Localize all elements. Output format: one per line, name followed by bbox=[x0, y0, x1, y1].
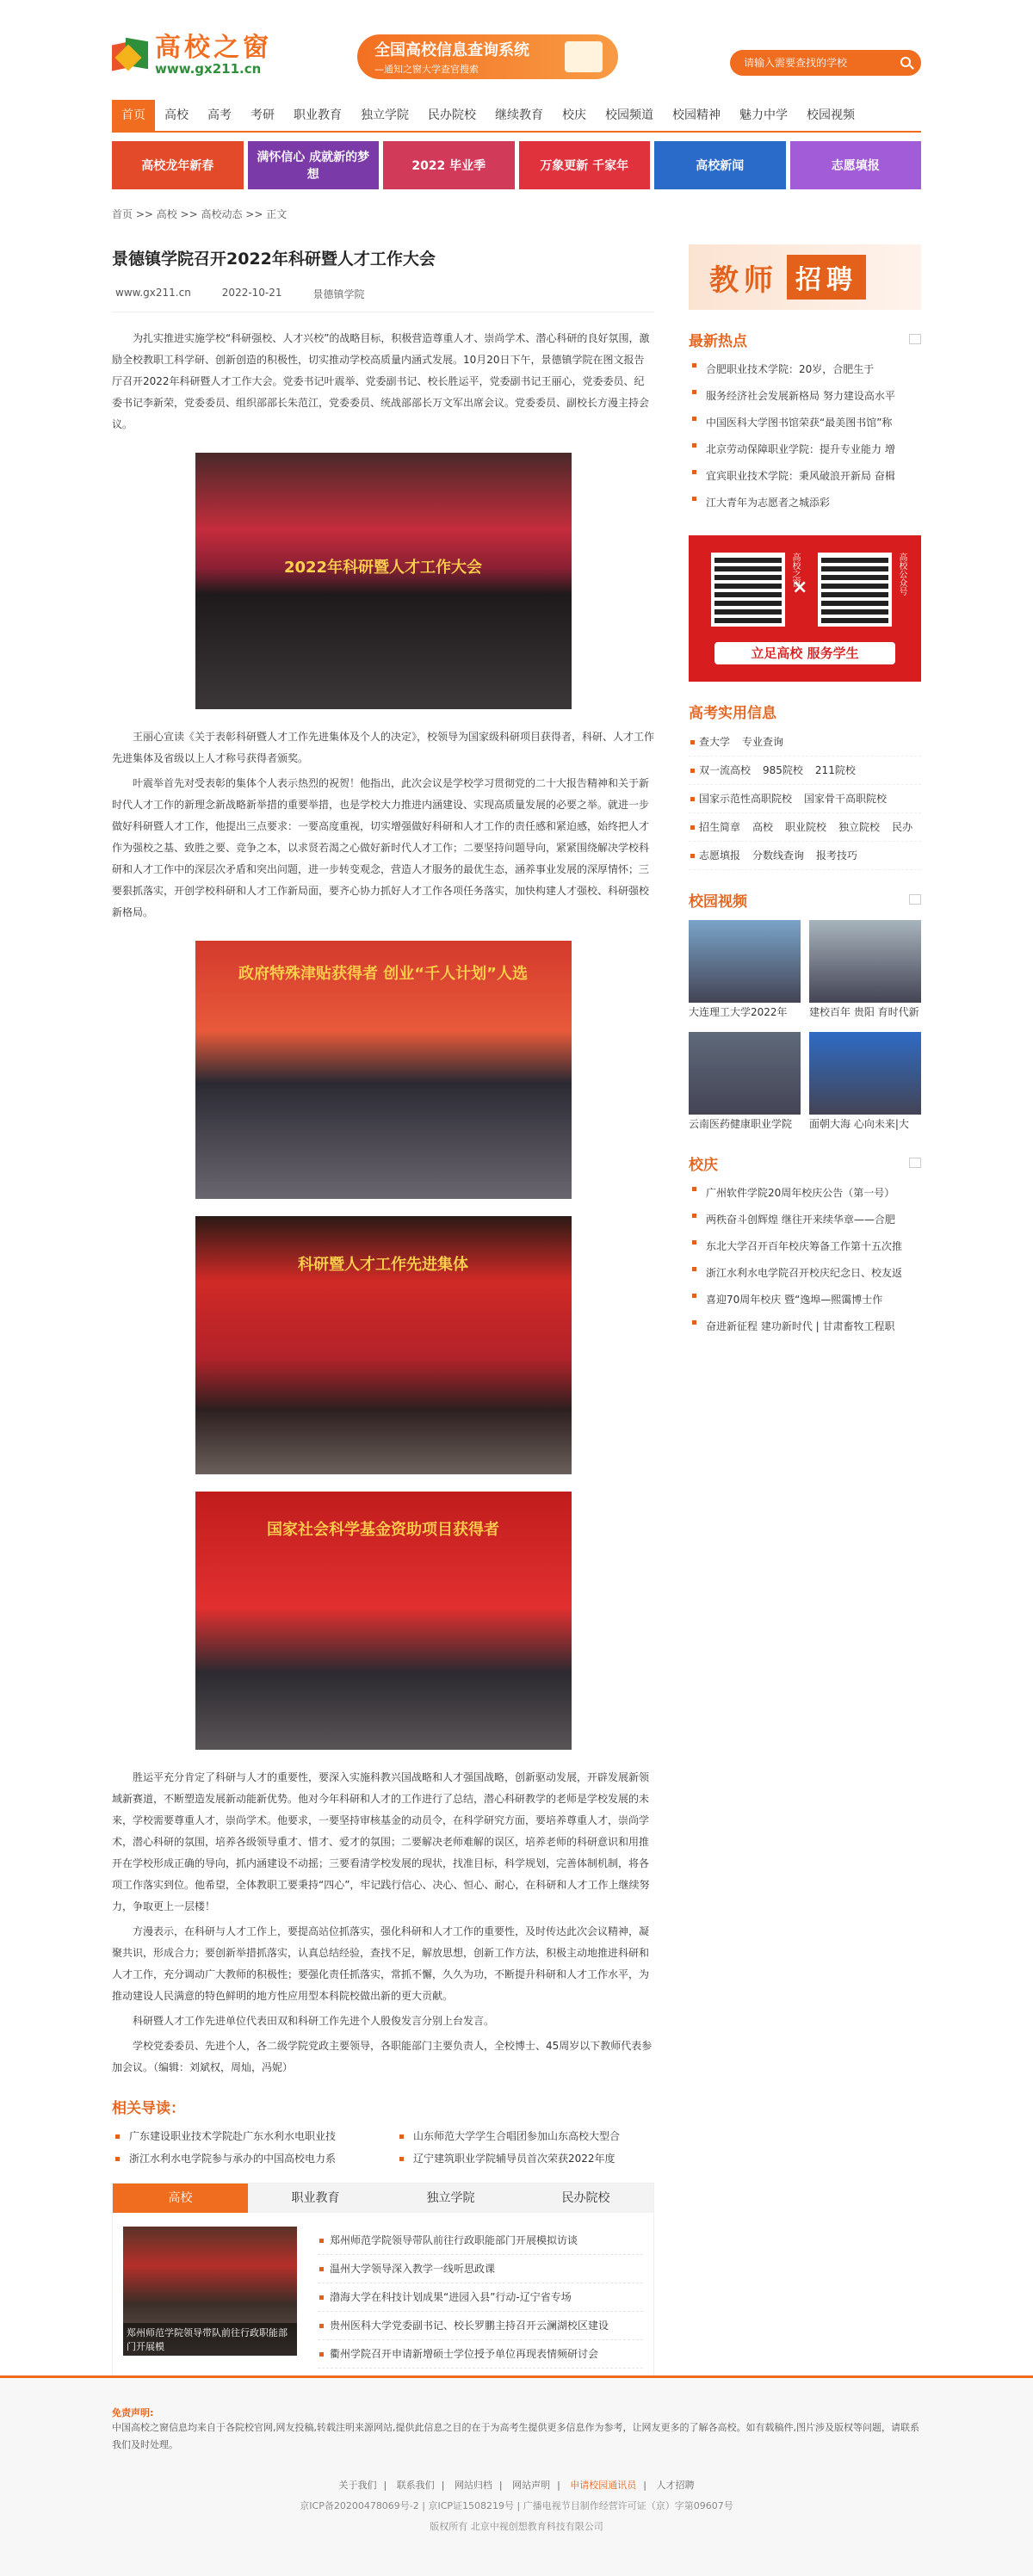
anniversary-header bbox=[689, 1152, 921, 1173]
meta-source: 景德镇学院 bbox=[312, 288, 365, 300]
video-item[interactable] bbox=[809, 920, 921, 1022]
video-caption: 面朝大海 心向未来|大 bbox=[809, 1118, 909, 1130]
video-caption: 建校百年 贵阳 育时代新 bbox=[809, 1006, 919, 1018]
gaokao-link[interactable]: 查大学 bbox=[699, 736, 731, 748]
tab-featured-image[interactable] bbox=[123, 2227, 297, 2356]
ad-banner[interactable]: 万象更新 千家年 bbox=[519, 141, 651, 189]
ad-strip bbox=[112, 141, 921, 189]
article-photo bbox=[195, 1216, 572, 1474]
gaokao-row bbox=[689, 842, 921, 870]
footer-link[interactable]: 网站声明 bbox=[512, 2480, 551, 2491]
related-title: 相关导读： bbox=[112, 2100, 185, 2117]
tab-vocational[interactable]: 职业教育 bbox=[291, 2191, 340, 2205]
article-meta bbox=[112, 276, 654, 312]
related-item[interactable]: 辽宁建筑职业学院辅导员首次荣获2022年度 bbox=[396, 2150, 654, 2167]
gaokao-link[interactable]: 211院校 bbox=[814, 764, 856, 776]
anniversary-title: 校庆 bbox=[689, 1156, 718, 1174]
copyright: 版权所有 北京中视创想教育科技有限公司 bbox=[430, 2521, 603, 2532]
gaokao-title: 高考实用信息 bbox=[689, 704, 776, 722]
gaokao-link[interactable]: 高校 bbox=[752, 821, 774, 833]
sidebar bbox=[689, 232, 921, 2383]
nav-gaoxiao[interactable]: 高校 bbox=[164, 108, 189, 122]
meta-date: 2022-10-21 bbox=[221, 287, 282, 299]
logo-icon bbox=[112, 36, 150, 74]
chart-icon bbox=[565, 41, 603, 72]
nav-continuing[interactable]: 继续教育 bbox=[495, 108, 543, 122]
video-thumbnail bbox=[809, 1032, 921, 1115]
video-header bbox=[689, 889, 921, 910]
gaokao-link[interactable]: 志愿填报 bbox=[699, 849, 741, 862]
footer-link[interactable]: 申请校园通讯员 bbox=[570, 2480, 637, 2491]
site-name: 高校之窗 bbox=[155, 33, 272, 63]
list-item[interactable]: 奋进新征程 建功新时代 | 甘肃畜牧工程职 bbox=[689, 1313, 921, 1340]
gaokao-link[interactable]: 独立院校 bbox=[838, 821, 881, 833]
list-item[interactable]: 喜迎70周年校庆 暨“逸埠—熙霭博士作 bbox=[689, 1287, 921, 1313]
list-item[interactable]: 东北大学召开百年校庆筹备工作第十五次推 bbox=[689, 1233, 921, 1260]
photo-caption: 政府特殊津贴获得者 创业“千人计划”人选 bbox=[238, 965, 528, 983]
video-item[interactable] bbox=[689, 920, 801, 1022]
header bbox=[112, 0, 921, 86]
ad-banner[interactable]: 志愿填报 bbox=[790, 141, 922, 189]
search-input[interactable] bbox=[744, 57, 899, 69]
qr-code-icon bbox=[711, 553, 785, 627]
site-logo[interactable] bbox=[112, 34, 272, 76]
top-banner-title: 全国高校信息查询系统 bbox=[374, 41, 529, 59]
list-item[interactable]: 江大青年为志愿者之城添彩 bbox=[689, 490, 921, 516]
article-paragraph: 方漫表示，在科研与人才工作上，要提高站位抓落实，强化科研和人才工作的重要性，及时传达此次会议精神，凝聚共识，形成合力；要创新举措抓落实，认真总结经验，查找不足，解放思想，创新工作方法，积极主动地推进科研和人才工作，充分调动广大教师的积极性；要强化责任抓落实，常抓不懈，久久为功，不断提升科研和人才工作水平，为推动建设人民满意的特色鲜明的地方性应用型本科院校做出新的更大贡献。 bbox=[112, 1925, 650, 2002]
article-photo bbox=[195, 1492, 572, 1750]
ad-banner[interactable]: 满怀信心 成就新的梦想 bbox=[248, 141, 380, 189]
gaokao-link[interactable]: 报考技巧 bbox=[816, 849, 858, 862]
list-item[interactable]: 广州软件学院20周年校庆公告（第一号） bbox=[689, 1180, 921, 1207]
meta-site: www.gx211.cn bbox=[115, 287, 191, 299]
recruit-text: 教师 bbox=[709, 263, 778, 298]
ad-banner[interactable]: 高校新闻 bbox=[654, 141, 786, 189]
gaokao-link[interactable]: 职业院校 bbox=[785, 821, 827, 833]
gaokao-link[interactable]: 985院校 bbox=[763, 764, 803, 776]
video-thumbnail bbox=[689, 920, 801, 1003]
video-item[interactable] bbox=[809, 1032, 921, 1134]
nav-independent[interactable]: 独立学院 bbox=[361, 108, 409, 122]
nav-vocational[interactable]: 职业教育 bbox=[294, 108, 342, 122]
article-paragraph: 叶震举首先对受表彰的集体个人表示热烈的祝贺！他指出，此次会议是学校学习贯彻党的二十大报告精神和关于新时代人才工作的新理念新战略新举措的重要举措，也是学校大力推进内涵建设、实现高质量发展的必要之举。就进一步做好科研暨人才工作，他提出三点要求：一要高度重视，切实增强做好科研和人才工作的责任感和紧迫感，始终把人才作为强校之基、致胜之要、竞争之本，以求贤若渴之心做好新时代人才工作；二要坚持问题导向，紧紧围绕解决学校科研和人才工作中的深层次矛盾和突出问题，进一步转变观念，营造人才服务的最优生态，涵养事业发展的深厚情怀；三要狠抓落实，开创学校科研和人才工作新局面，要齐心协力抓好人才工作各项任务落实，加快构建人才强校、科研强校新格局。 bbox=[112, 777, 650, 918]
list-item[interactable]: 合肥职业技术学院：20岁，合肥生于 bbox=[689, 356, 921, 383]
qr-code-panel bbox=[689, 535, 921, 682]
nav-campus-video[interactable]: 校园视频 bbox=[807, 108, 855, 122]
category-tabs bbox=[112, 2183, 654, 2383]
video-thumbnail bbox=[689, 1032, 801, 1115]
list-item[interactable]: 中国医科大学图书馆荣获“最美图书馆”称 bbox=[689, 410, 921, 436]
video-item[interactable] bbox=[689, 1032, 801, 1134]
list-item[interactable]: 两秩奋斗创辉煌 继往开来续华章——合肥 bbox=[689, 1207, 921, 1233]
qr-label: 高校之窗 bbox=[790, 553, 800, 587]
video-thumbnail bbox=[809, 920, 921, 1003]
disclaimer-text: 中国高校之窗信息均来自于各院校官网,网友投稿,转载注明来源网站,提供此信息之目的在于为高考生提供更多信息作为参考，让网友更多的了解各高校。如有载稿件,图片涉及版权等问题，请联系我们及时处理。 bbox=[112, 2422, 919, 2450]
video-caption: 云南医药健康职业学院 bbox=[689, 1118, 793, 1130]
footer-link[interactable]: 人才招聘 bbox=[656, 2480, 695, 2491]
gaokao-row bbox=[689, 728, 921, 757]
search-icon[interactable] bbox=[900, 57, 911, 67]
photo-caption: 科研暨人才工作先进集体 bbox=[298, 1256, 468, 1274]
tab-private[interactable]: 民办院校 bbox=[561, 2191, 610, 2205]
more-icon[interactable] bbox=[909, 334, 921, 344]
gaokao-link[interactable]: 分数线查询 bbox=[752, 849, 805, 862]
gaokao-row bbox=[689, 813, 921, 842]
hot-header bbox=[689, 329, 921, 349]
breadcrumb[interactable]: 首页 >> 高校 >> 高校动态 >> 正文 bbox=[112, 208, 288, 220]
ad-banner[interactable]: 高校龙年新春 bbox=[112, 141, 244, 189]
list-item[interactable]: 服务经济社会发展新格局 努力建设高水平 bbox=[689, 383, 921, 410]
nav-anniversary[interactable]: 校庆 bbox=[562, 108, 586, 122]
gaokao-row bbox=[689, 757, 921, 785]
related-item[interactable]: 山东师范大学学生合唱团参加山东高校大型合 bbox=[396, 2128, 654, 2145]
tab-gaoxiao[interactable]: 高校 bbox=[113, 2184, 248, 2213]
anniversary-list bbox=[689, 1180, 921, 1340]
photo-caption: 2022年科研暨人才工作大会 bbox=[283, 559, 483, 578]
hot-list bbox=[689, 356, 921, 516]
top-banner-subtitle: —通知之窗大学查官搜索 bbox=[374, 64, 479, 75]
gaokao-links bbox=[689, 728, 921, 870]
nav-private[interactable]: 民办院校 bbox=[428, 108, 476, 122]
gaokao-link[interactable]: 双一流高校 bbox=[699, 764, 752, 776]
hot-title: 最新热点 bbox=[689, 332, 747, 350]
article-paragraph: 科研暨人才工作先进单位代表田双和科研工作先进个人殷俊发言分别上台发言。 bbox=[133, 2015, 495, 2027]
article-photo bbox=[195, 453, 572, 709]
qr-slogan: 立足高校 服务学生 bbox=[714, 642, 895, 664]
related-list bbox=[112, 2128, 654, 2167]
search-box bbox=[730, 50, 921, 76]
nav-kaoyan[interactable]: 考研 bbox=[251, 108, 275, 122]
icp-record: 京ICP备20200478069号-2 | 京ICP证1508219号 | 广播电视节目制作经营许可证（京）字第09607号 bbox=[300, 2500, 733, 2511]
nav-home[interactable]: 首页 bbox=[112, 100, 155, 131]
footer bbox=[0, 2375, 1033, 2576]
tab-news-list bbox=[318, 2227, 643, 2369]
gaokao-row bbox=[689, 785, 921, 813]
article-body bbox=[112, 328, 654, 2079]
gaokao-link[interactable]: 国家示范性高职院校 bbox=[699, 793, 793, 805]
list-item[interactable]: 郑州师范学院领导带队前往行政职能部门开展模拟访谈 bbox=[318, 2227, 643, 2255]
tab-independent[interactable]: 独立学院 bbox=[426, 2191, 475, 2205]
recruit-banner[interactable] bbox=[689, 244, 921, 310]
video-caption: 大连理工大学2022年 bbox=[689, 1006, 788, 1018]
article-column bbox=[112, 232, 654, 2383]
gaokao-link[interactable]: 专业查询 bbox=[742, 736, 784, 748]
site-url: www.gx211.cn bbox=[155, 61, 262, 77]
article-paragraph: 为扎实推进实施学校“科研强校、人才兴校”的战略目标，积极营造尊重人才、崇尚学术、潜心科研的良好氛围，激励全校教职工科学研、创新创造的积极性，切实推动学校高质量内涵式发展。10月20日下午，景德镇学院在图文报告厅召开2022年科研暨人才工作大会。党委书记叶震举、党委副书记、校长胜运平，党委副书记王丽心，党委委员、纪委书记李新荣，党委委员、组织部部长朱范江，党委委员、统战部部长万文军出席会议。党委委员、副校长方漫主持会议。 bbox=[112, 332, 650, 430]
article-title: 景德镇学院召开2022年科研暨人才工作大会 bbox=[112, 250, 436, 269]
list-item[interactable]: 浙江水利水电学院召开校庆纪念日、校友返 bbox=[689, 1260, 921, 1287]
tab-image-caption: 郑州师范学院领导带队前往行政职能部门开展模 bbox=[123, 2323, 297, 2356]
footer-link[interactable]: 网站归档 bbox=[454, 2480, 492, 2491]
qr-label: 高校公众号 bbox=[897, 553, 906, 596]
nav-high-school[interactable]: 魅力中学 bbox=[739, 108, 788, 122]
tab-panel bbox=[113, 2213, 653, 2382]
cross-icon: × bbox=[792, 577, 808, 598]
tab-bar bbox=[113, 2184, 653, 2213]
recruit-text-highlight: 招聘 bbox=[787, 255, 866, 300]
nav-campus-spirit[interactable]: 校园精神 bbox=[672, 108, 721, 122]
qr-code-icon bbox=[818, 553, 892, 627]
more-icon[interactable] bbox=[909, 1158, 921, 1168]
list-item[interactable]: 衢州学院召开申请新增硕士学位授予单位再现表情频研讨会 bbox=[318, 2340, 643, 2369]
gaokao-link[interactable]: 招生简章 bbox=[699, 821, 741, 833]
article-photo bbox=[195, 941, 572, 1199]
related-item[interactable]: 广东建设职业技术学院赴广东水利水电职业技 bbox=[112, 2128, 370, 2145]
gaokao-link[interactable]: 国家骨干高职院校 bbox=[804, 793, 888, 805]
ad-banner[interactable]: 2022 毕业季 bbox=[383, 141, 515, 189]
video-title: 校园视频 bbox=[689, 893, 747, 911]
list-item[interactable]: 宜宾职业技术学院：秉风破浪开新局 奋楫 bbox=[689, 463, 921, 490]
gaokao-header bbox=[689, 701, 921, 721]
footer-link[interactable]: 关于我们 bbox=[338, 2480, 377, 2491]
footer-links: 关于我们 | 联系我们 | 网站归档 | 网站声明 | 申请校园通讯员 | 人才招聘 bbox=[338, 2480, 695, 2491]
article-paragraph: 学校党委委员、先进个人，各二级学院党政主要领导，各职能部门主要负责人，全校博士、45周岁以下教师代表参加会议。（编辑：刘斌权，周灿，冯妮） bbox=[112, 2040, 653, 2073]
footer-link[interactable]: 联系我们 bbox=[396, 2480, 435, 2491]
nav-gaokao[interactable]: 高考 bbox=[207, 108, 232, 122]
list-item[interactable]: 北京劳动保障职业学院：提升专业能力 增 bbox=[689, 436, 921, 463]
list-item[interactable]: 渤海大学在科技计划成果“进园入县”行动-辽宁省专场 bbox=[318, 2283, 643, 2312]
related-item[interactable]: 浙江水利水电学院参与承办的中国高校电力系 bbox=[112, 2150, 370, 2167]
article-paragraph: 胜运平充分肯定了科研与人才的重要性，要深入实施科教兴国战略和人才强国战略，创新驱动发展，开辟发展新领域新赛道，不断塑造发展新动能新优势。他对今年科研和人才的工作进行了总结，潜心科研教学的老师是学校发展的未来，学校需要尊重人才，崇尚学术。他要求，一要坚持审核基金的动员令，在科学研究方面，要培养尊重人才，崇尚学术，潜心科研的氛围，培养各级领导重才、惜才、爱才的氛围；二要解决老师难解的误区，培养老师的科研意识和用推开在学校形成正确的导向，抓内涵建设不动摇；三要看清学校发展的现状，找准目标，科学规划，完善体制机制，将各项工作落实到位。他希望，全体教职工要秉持“四心”，牢记践行信心、决心、恒心、耐心，在科研和人才工作上继续努力，争取更上一层楼！ bbox=[112, 1771, 650, 1912]
video-grid bbox=[689, 920, 921, 1134]
article-paragraph: 王丽心宣读《关于表彰科研暨人才工作先进集体及个人的决定》，校领导为国家级科研项目获得者，科研、人才工作先进集体及省级以上人才称号获得者颁奖。 bbox=[112, 731, 655, 764]
more-icon[interactable] bbox=[909, 894, 921, 905]
photo-caption: 国家社会科学基金资助项目获得者 bbox=[267, 1521, 499, 1539]
list-item[interactable]: 温州大学领导深入教学一线听思政课 bbox=[318, 2255, 643, 2283]
nav-campus-channel[interactable]: 校园频道 bbox=[605, 108, 653, 122]
main-nav bbox=[112, 93, 921, 133]
gaokao-link[interactable]: 民办 bbox=[892, 821, 913, 833]
disclaimer-title: 免责声明: bbox=[112, 2407, 154, 2418]
top-banner[interactable] bbox=[357, 34, 618, 79]
list-item[interactable]: 贵州医科大学党委副书记、校长罗鹏主持召开云澜湖校区建设 bbox=[318, 2312, 643, 2340]
